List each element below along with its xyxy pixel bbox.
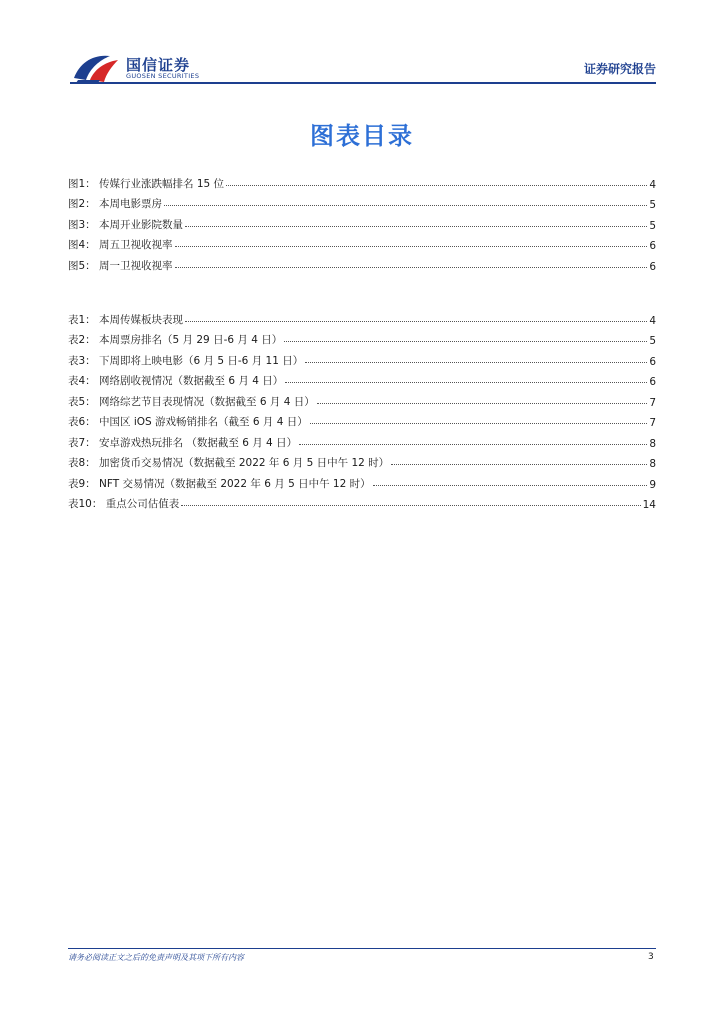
toc-leader-dots	[285, 382, 647, 383]
toc-entry-label: 表8： 加密货币交易情况（数据截至 2022 年 6 月 5 日中午 12 时）	[68, 457, 390, 469]
toc-leader-dots	[305, 362, 647, 363]
figure-toc-entry[interactable]	[68, 252, 656, 273]
toc-entry-label: 表2： 本周票房排名（5 月 29 日-6 月 4 日）	[68, 334, 283, 346]
logo-text-en: GUOSEN SECURITIES	[126, 72, 200, 80]
table-toc-entry[interactable]	[68, 409, 656, 430]
toc-leader-dots	[175, 267, 648, 268]
table-toc-entry[interactable]	[68, 470, 656, 491]
figure-toc-entry[interactable]	[68, 191, 656, 212]
table-toc-entry[interactable]	[68, 306, 656, 327]
toc-leader-dots	[317, 403, 648, 404]
report-type-label: 证券研究报告	[583, 62, 656, 76]
toc-entry-label: 图5： 周一卫视收视率	[68, 259, 173, 272]
toc-entry-page: 6	[649, 355, 656, 368]
table-toc-entry[interactable]	[68, 450, 656, 471]
toc-entry-page: 9	[649, 478, 656, 491]
header-divider	[70, 82, 656, 84]
page-number: 3	[648, 952, 654, 962]
toc-entry-page: 5	[649, 219, 656, 232]
toc-entry-page: 6	[649, 260, 656, 273]
toc-leader-dots	[391, 464, 647, 465]
toc-entry-page: 7	[649, 417, 656, 429]
toc-entry-label: 表5： 网络综艺节目表现情况（数据截至 6 月 4 日）	[68, 395, 315, 408]
figure-toc-entry[interactable]	[68, 232, 656, 253]
toc-entry-page: 5	[649, 335, 656, 347]
table-toc-entry[interactable]	[68, 327, 656, 348]
toc-leader-dots	[299, 444, 647, 445]
toc-entry-label: 图2： 本周电影票房	[68, 198, 163, 210]
toc-entry-label: 表9： NFT 交易情况（数据截至 2022 年 6 月 5 日中午 12 时）	[68, 477, 371, 490]
toc-entry-page: 8	[649, 458, 656, 470]
toc-entry-label: 表10： 重点公司估值表	[68, 498, 180, 510]
page-header	[70, 50, 656, 86]
toc-leader-dots	[284, 341, 647, 342]
toc-entry-page: 6	[649, 376, 656, 388]
toc-leader-dots	[185, 226, 647, 227]
table-toc-entry[interactable]	[68, 491, 656, 512]
toc-leader-dots	[373, 485, 648, 486]
toc-entry-label: 表7： 安卓游戏热玩排名 （数据截至 6 月 4 日）	[68, 436, 298, 449]
table-toc-entry[interactable]	[68, 429, 656, 450]
toc-leader-dots	[185, 321, 647, 322]
toc-entry-page: 5	[649, 199, 656, 211]
table-toc-entry[interactable]	[68, 347, 656, 368]
toc-entry-label: 表6： 中国区 iOS 游戏畅销排名（截至 6 月 4 日）	[68, 416, 308, 428]
toc-entry-page: 8	[649, 437, 656, 450]
toc-entry-page: 14	[642, 499, 656, 511]
toc-entry-label: 表4： 网络剧收视情况（数据截至 6 月 4 日）	[68, 375, 284, 387]
toc-entry-page: 4	[649, 178, 656, 191]
page-title: 图表目录	[310, 122, 414, 150]
toc-entry-page: 7	[649, 396, 656, 409]
footer-divider	[68, 948, 656, 949]
toc-leader-dots	[164, 205, 647, 206]
toc-leader-dots	[175, 246, 648, 247]
figure-list	[68, 170, 656, 273]
table-toc-entry[interactable]	[68, 368, 656, 389]
figure-toc-entry[interactable]	[68, 170, 656, 191]
table-list	[68, 306, 656, 511]
guosen-logo-icon	[70, 50, 122, 84]
toc-leader-dots	[310, 423, 648, 424]
guosen-logo	[70, 50, 210, 84]
toc-entry-label: 表3： 下周即将上映电影（6 月 5 日-6 月 11 日）	[68, 354, 304, 367]
toc-leader-dots	[226, 185, 647, 186]
toc-entry-label: 表1： 本周传媒板块表现	[68, 313, 184, 326]
logo-text-cn: 国信证券	[126, 56, 191, 74]
toc-entry-page: 4	[649, 314, 656, 327]
toc-entry-label: 图3： 本周开业影院数量	[68, 218, 184, 231]
toc-entry-page: 6	[649, 240, 656, 252]
footer-disclaimer: 请务必阅读正文之后的免责声明及其项下所有内容	[68, 953, 244, 962]
table-toc-entry[interactable]	[68, 388, 656, 409]
toc-entry-label: 图4： 周五卫视收视率	[68, 239, 173, 251]
toc-leader-dots	[181, 505, 640, 506]
figure-toc-entry[interactable]	[68, 211, 656, 232]
toc-entry-label: 图1： 传媒行业涨跌幅排名 15 位	[68, 177, 225, 190]
